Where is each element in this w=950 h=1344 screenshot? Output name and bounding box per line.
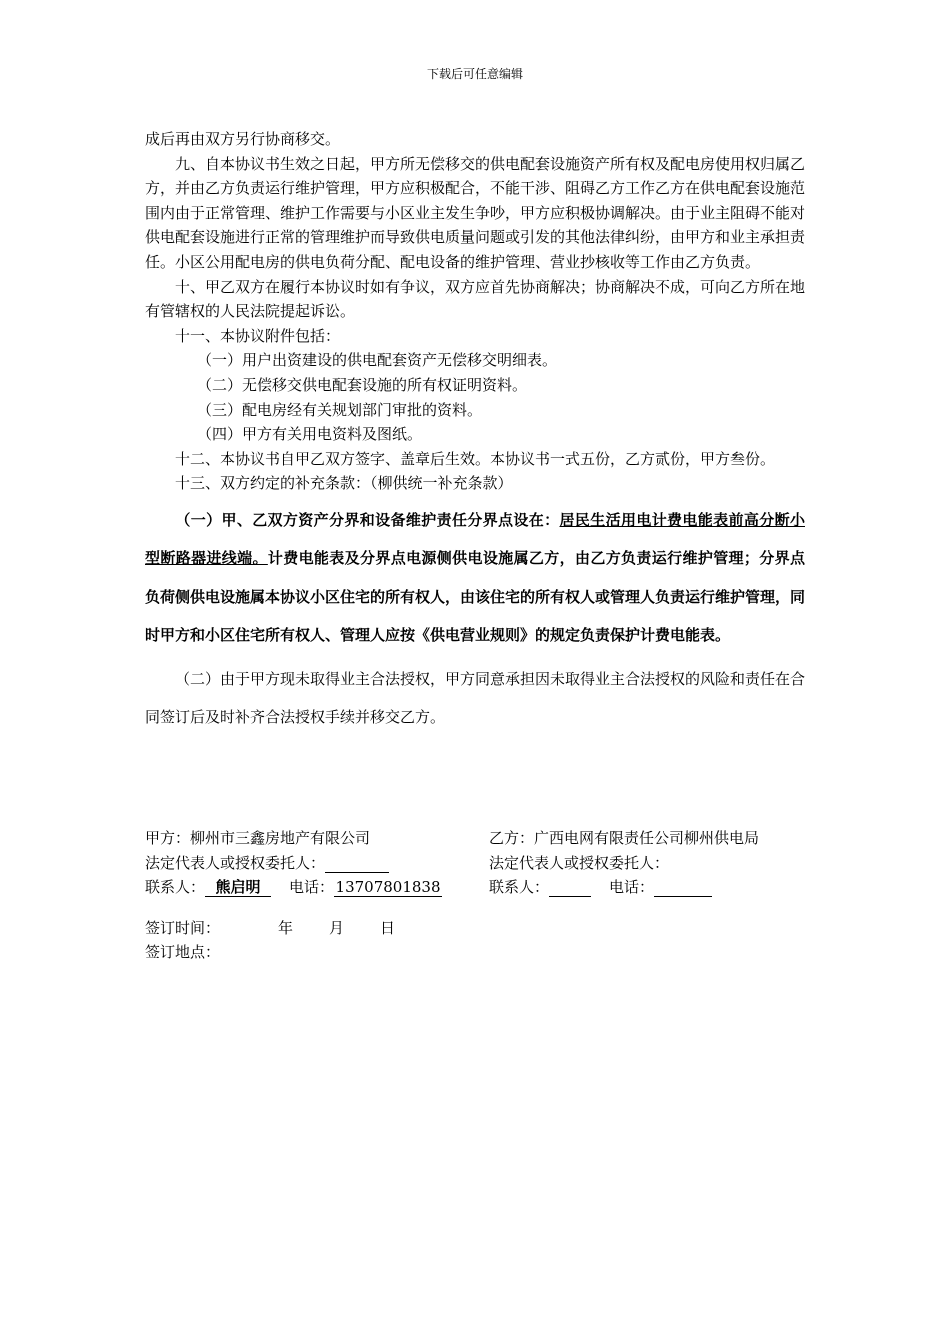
clause-10: 十、甲乙双方在履行本协议时如有争议，双方应首先协商解决；协商解决不成，可向乙方所在地有管辖权的人民法院提起诉讼。: [145, 277, 806, 321]
clause-11-item-3: （三）配电房经有关规划部门审批的资料。: [197, 400, 483, 419]
phone-b-label: 电话：: [609, 878, 655, 897]
day-label: 日: [380, 918, 396, 937]
clause-12: 十二、本协议书自甲乙双方签字、盖章后生效。本协议书一式五份，乙方贰份，甲方叁份。: [175, 449, 776, 468]
maintenance-responsibility-text: 计费电能表及分界点电源侧供电设施属乙方，由乙方负责运行维护管理；分界点负荷侧供电设施属本协议小区住宅的所有权人，由该住宅的所有权人或管理人负责运行维护管理，同时甲方和小区住宅所有权人、管理人应按《供电营业规则》的规定负责保护计费电能表。: [145, 549, 806, 645]
document-body: [145, 127, 805, 736]
contact-b-label: 联系人：: [489, 878, 550, 897]
clause-11-item-2: （二）无偿移交供电配套设施的所有权证明资料。: [197, 375, 528, 394]
clause-13-item-2: （二）由于甲方现未取得业主合法授权，甲方同意承担因未取得业主合法授权的风险和责任在合同签订后及时补齐合法授权手续并移交乙方。: [145, 669, 806, 726]
boundary-point-text: 居民生活用电计费电能表前高分断小型断路器进线端。: [145, 510, 805, 568]
rep-a-label: 法定代表人或授权委托人：: [145, 853, 326, 872]
page-header: 下载后可任意编辑: [426, 67, 523, 81]
contact-a: [145, 875, 442, 900]
signature-block: [145, 826, 845, 965]
month-label: 月: [329, 918, 345, 937]
contact-a-phone: 13707801838: [335, 878, 441, 897]
clause-13: 十三、双方约定的补充条款：（柳供统一补充条款）: [175, 474, 513, 493]
contact-a-label: 联系人：: [145, 878, 206, 897]
contact-b-blank: [549, 878, 591, 897]
contact-b: [489, 875, 712, 900]
rep-b: 法定代表人或授权委托人：: [489, 853, 670, 872]
clause-11-item-4: （四）甲方有关用电资料及图纸。: [197, 425, 423, 444]
boundary-clause-lead: （一）甲、乙双方资产分界和设备维护责任分界点设在：: [175, 510, 560, 529]
contact-row: [145, 875, 845, 900]
clause-13-item-1: [145, 501, 805, 655]
clause-11: 十一、本协议附件包括：: [175, 326, 341, 345]
contact-a-name: 熊启明: [205, 878, 271, 897]
rep-a: [145, 851, 389, 876]
clause-11-item-1: （一）用户出资建设的供电配套资产无偿移交明细表。: [197, 351, 558, 370]
sign-place-label: 签订地点：: [145, 943, 221, 962]
phone-b-blank: [654, 878, 712, 897]
paragraph-continuation: 成后再由双方另行协商移交。: [145, 130, 341, 148]
clause-9: 九、自本协议书生效之日起，甲方所无偿移交的供电配套设施资产所有权及配电房使用权归属乙方，并由乙方负责运行维护管理，甲方应积极配合，不能干涉、阻碍乙方工作乙方在供电配套设施范围内由于正常管理、维护工作需要与小区业主发生争吵，甲方应积极协调解决。由于业主阻碍不能对供电配套设施进行正常的管理维护而导致供电质量问题或引发的其他法律纠纷，由甲方和业主承担责任。小区公用配电房的供电负荷分配、配电设备的维护管理、营业抄核收等工作由乙方负责。: [145, 154, 806, 271]
phone-a-label: 电话：: [289, 878, 335, 897]
rep-a-blank: [325, 854, 389, 873]
party-row: [145, 826, 845, 851]
party-a: 甲方：柳州市三鑫房地产有限公司: [145, 829, 371, 847]
year-label: 年: [278, 918, 294, 937]
party-b: 乙方：广西电网有限责任公司柳州供电局: [489, 829, 760, 847]
sign-time-row: [145, 916, 845, 941]
sign-place-row: [145, 940, 845, 965]
sign-time-label: 签订时间：: [145, 918, 221, 937]
representative-row: [145, 851, 845, 876]
